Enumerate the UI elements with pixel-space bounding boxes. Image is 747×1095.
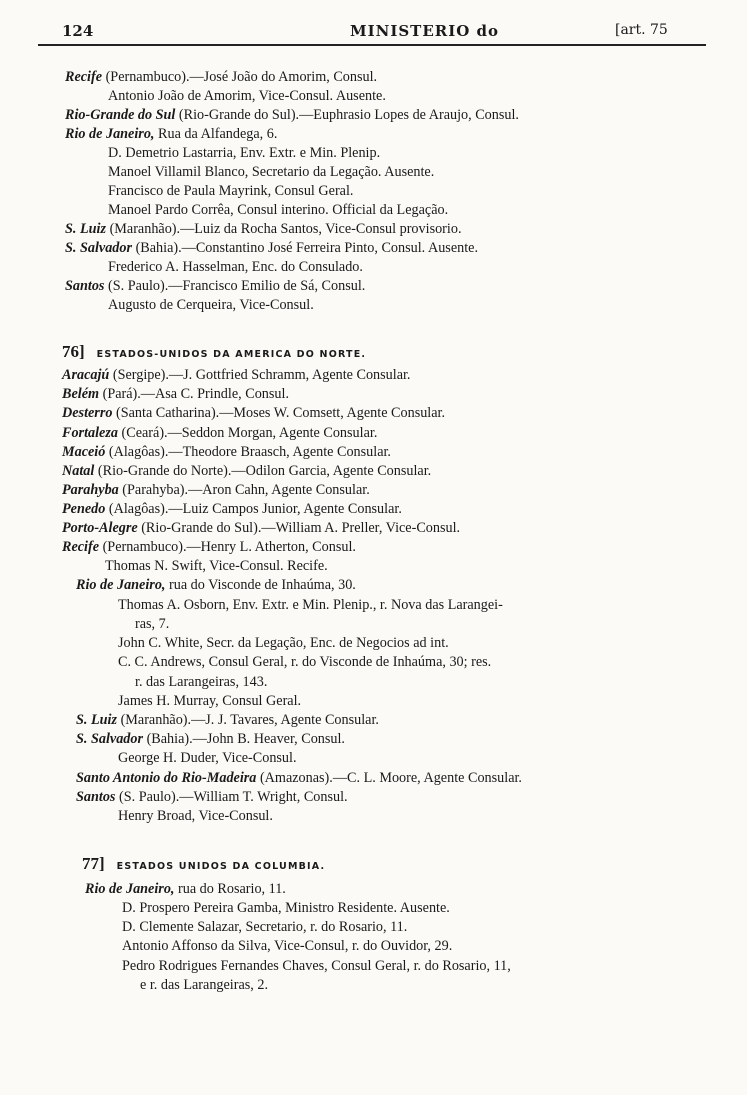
entry-continuation: e r. das Larangeiras, 2. <box>140 977 269 993</box>
city-name: S. Luiz <box>65 221 107 237</box>
entry-line <box>62 481 370 499</box>
entry-text: (Pará).—Asa C. Prindle, Consul. <box>99 386 289 402</box>
entry-text: Rua da Alfandega, 6. <box>154 126 278 142</box>
running-title: MINISTERIO do <box>350 22 500 40</box>
entry-text: (S. Paulo).—Francisco Emilio de Sá, Consul. <box>104 278 366 294</box>
entry-text: (Sergipe).—J. Gottfried Schramm, Agente Consular. <box>109 367 411 383</box>
city-name: Recife <box>65 69 103 85</box>
entry-text: (Santa Catharina).—Moses W. Comsett, Agente Consular. <box>112 405 446 421</box>
entry-continuation: D. Clemente Salazar, Secretario, r. do Rosario, 11. <box>122 919 408 935</box>
entry-line <box>65 68 377 86</box>
entry-text: (Bahia).—Constantino José Ferreira Pinto, Consul. Ausente. <box>132 240 478 256</box>
article-reference: [art. 75 <box>615 22 668 38</box>
page-number: 124 <box>62 22 94 40</box>
section-number: 77] <box>82 854 105 873</box>
city-name: Belém <box>62 386 100 402</box>
city-name: Santos <box>76 789 116 805</box>
header-rule <box>38 44 706 46</box>
entry-text: (Pernambuco).—Henry L. Atherton, Consul. <box>99 539 356 555</box>
entry-line <box>76 769 522 787</box>
entry-text: (Pernambuco).—José João do Amorim, Consul. <box>102 69 378 85</box>
entry-continuation: Pedro Rodrigues Fernandes Chaves, Consul Geral, r. do Rosario, 11, <box>122 958 511 974</box>
entry-text: (S. Paulo).—William T. Wright, Consul. <box>115 789 348 805</box>
entry-line <box>76 730 345 748</box>
city-name: S. Salvador <box>65 240 133 256</box>
entry-text: (Amazonas).—C. L. Moore, Agente Consular. <box>256 770 522 786</box>
entry-continuation: Manoel Pardo Corrêa, Consul interino. Official da Legação. <box>108 202 449 218</box>
city-name: Parahyba <box>62 482 119 498</box>
entry-line <box>62 500 402 518</box>
entry-text: rua do Visconde de Inhaúma, 30. <box>165 577 356 593</box>
entry-line <box>62 424 377 442</box>
entry-line <box>76 576 356 594</box>
city-name: Santo Antonio do Rio-Madeira <box>76 770 257 786</box>
entry-continuation: Manoel Villamil Blanco, Secretario da Legação. Ausente. <box>108 164 435 180</box>
entry-text: (Alagôas).—Theodore Braasch, Agente Consular. <box>105 444 391 460</box>
entry-line <box>62 519 460 537</box>
entry-line <box>62 404 445 422</box>
entry-continuation: Thomas A. Osborn, Env. Extr. e Min. Plenip., r. Nova das Larangei- <box>118 597 503 613</box>
entry-line <box>65 277 365 295</box>
entry-continuation: C. C. Andrews, Consul Geral, r. do Visconde de Inhaúma, 30; res. <box>118 654 492 670</box>
page-header <box>60 22 710 44</box>
entry-continuation: Francisco de Paula Mayrink, Consul Geral. <box>108 183 354 199</box>
entry-continuation: D. Demetrio Lastarria, Env. Extr. e Min. Plenip. <box>108 145 381 161</box>
entry-text: rua do Rosario, 11. <box>174 881 286 897</box>
section-heading <box>62 343 366 364</box>
entry-text: (Rio-Grande do Norte).—Odilon Garcia, Agente Consular. <box>94 463 432 479</box>
city-name: Rio de Janeiro, <box>85 881 175 897</box>
entry-line <box>62 385 289 403</box>
entry-continuation: r. das Larangeiras, 143. <box>135 674 268 690</box>
entry-line <box>62 462 431 480</box>
entry-continuation: ras, 7. <box>135 616 170 632</box>
entry-text: (Parahyba).—Aron Cahn, Agente Consular. <box>118 482 370 498</box>
entry-line <box>62 366 410 384</box>
entry-text: (Maranhão).—J. J. Tavares, Agente Consular. <box>117 712 379 728</box>
city-name: Rio de Janeiro, <box>76 577 166 593</box>
city-name: Rio-Grande do Sul <box>65 107 176 123</box>
entry-continuation: George H. Duder, Vice-Consul. <box>118 750 297 766</box>
city-name: Maceió <box>62 444 106 460</box>
entry-line <box>65 239 478 257</box>
entry-line <box>85 880 286 898</box>
entry-line <box>76 711 379 729</box>
entry-continuation: Frederico A. Hasselman, Enc. do Consulado. <box>108 259 363 275</box>
entry-text: (Rio-Grande do Sul).—William A. Preller, Vice-Consul. <box>137 520 461 536</box>
section-number: 76] <box>62 342 85 361</box>
entry-continuation: Thomas N. Swift, Vice-Consul. Recife. <box>105 558 328 574</box>
entry-continuation: Augusto de Cerqueira, Vice-Consul. <box>108 297 314 313</box>
entry-line <box>62 538 356 556</box>
city-name: Rio de Janeiro, <box>65 126 155 142</box>
section-title: ESTADOS UNIDOS DA COLUMBIA. <box>116 861 326 872</box>
city-name: S. Luiz <box>76 712 118 728</box>
entry-line <box>65 125 277 143</box>
entry-text: (Maranhão).—Luiz da Rocha Santos, Vice-Consul provisorio. <box>106 221 462 237</box>
section-title: ESTADOS-UNIDOS DA AMERICA DO NORTE. <box>96 349 367 360</box>
city-name: Natal <box>62 463 95 479</box>
entry-line <box>65 106 519 124</box>
city-name: Porto-Alegre <box>62 520 138 536</box>
entry-continuation: James H. Murray, Consul Geral. <box>118 693 302 709</box>
entry-line <box>76 788 348 806</box>
city-name: Fortaleza <box>62 425 118 441</box>
entry-continuation: Antonio Affonso da Silva, Vice-Consul, r. do Ouvidor, 29. <box>122 938 453 954</box>
entry-continuation: D. Prospero Pereira Gamba, Ministro Residente. Ausente. <box>122 900 450 916</box>
entry-line <box>65 220 462 238</box>
section-heading <box>82 855 325 876</box>
city-name: S. Salvador <box>76 731 144 747</box>
entry-text: (Alagôas).—Luiz Campos Junior, Agente Consular. <box>105 501 402 517</box>
entry-continuation: John C. White, Secr. da Legação, Enc. de Negocios ad int. <box>118 635 449 651</box>
city-name: Penedo <box>62 501 106 517</box>
city-name: Recife <box>62 539 100 555</box>
entry-continuation: Henry Broad, Vice-Consul. <box>118 808 273 824</box>
city-name: Aracajú <box>62 367 110 383</box>
entry-text: (Ceará).—Seddon Morgan, Agente Consular. <box>117 425 378 441</box>
entry-continuation: Antonio João de Amorim, Vice-Consul. Ausente. <box>108 88 386 104</box>
city-name: Desterro <box>62 405 113 421</box>
entry-text: (Rio-Grande do Sul).—Euphrasio Lopes de Araujo, Consul. <box>175 107 519 123</box>
city-name: Santos <box>65 278 105 294</box>
entry-text: (Bahia).—John B. Heaver, Consul. <box>143 731 345 747</box>
entry-line <box>62 443 391 461</box>
